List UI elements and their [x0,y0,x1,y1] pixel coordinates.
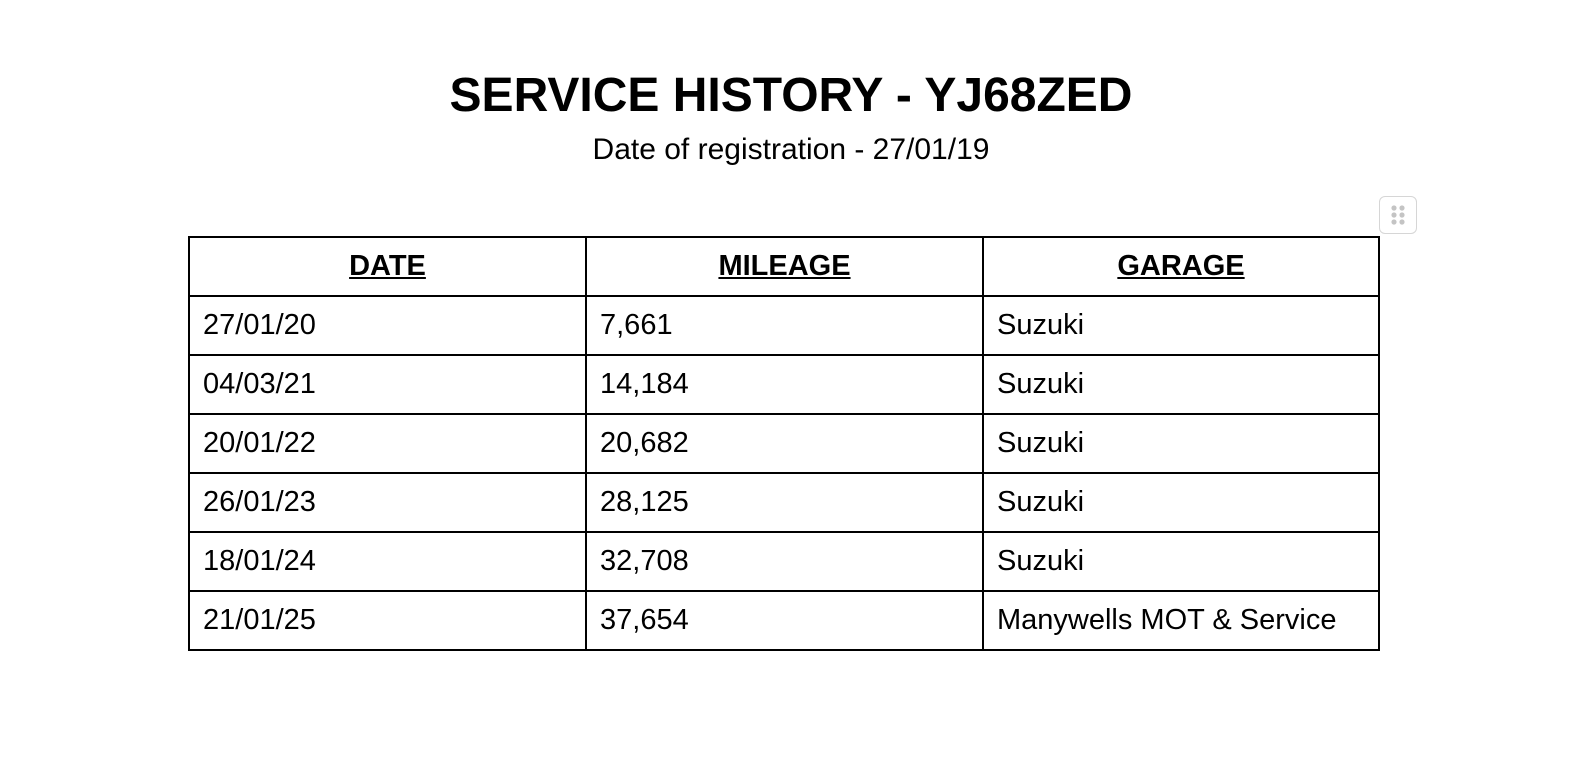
garage-cell[interactable]: Suzuki [983,532,1379,591]
date-cell[interactable]: 26/01/23 [189,473,586,532]
table-row [189,532,1379,591]
table-row [189,355,1379,414]
table-drag-handle[interactable] [1379,196,1417,234]
service-history-table [188,236,1380,651]
mileage-cell[interactable]: 14,184 [586,355,983,414]
mileage-cell[interactable]: 32,708 [586,532,983,591]
table-row [189,591,1379,650]
garage-cell[interactable]: Suzuki [983,296,1379,355]
garage-cell[interactable]: Manywells MOT & Service [983,591,1379,650]
date-cell[interactable]: 20/01/22 [189,414,586,473]
table-row [189,473,1379,532]
mileage-cell[interactable]: 7,661 [586,296,983,355]
table-row [189,296,1379,355]
column-header-mileage[interactable]: MILEAGE [586,237,983,296]
document-title: SERVICE HISTORY - YJ68ZED [449,69,1133,122]
table-header-row [189,237,1379,296]
date-cell[interactable]: 27/01/20 [189,296,586,355]
registration-date-subtitle: Date of registration - 27/01/19 [592,133,990,166]
date-cell[interactable]: 18/01/24 [189,532,586,591]
drag-handle-icon [1389,204,1407,226]
table-row [189,414,1379,473]
column-header-date[interactable]: DATE [189,237,586,296]
mileage-cell[interactable]: 20,682 [586,414,983,473]
garage-cell[interactable]: Suzuki [983,355,1379,414]
garage-cell[interactable]: Suzuki [983,473,1379,532]
mileage-cell[interactable]: 37,654 [586,591,983,650]
date-cell[interactable]: 21/01/25 [189,591,586,650]
date-cell[interactable]: 04/03/21 [189,355,586,414]
garage-cell[interactable]: Suzuki [983,414,1379,473]
column-header-garage[interactable]: GARAGE [983,237,1379,296]
mileage-cell[interactable]: 28,125 [586,473,983,532]
